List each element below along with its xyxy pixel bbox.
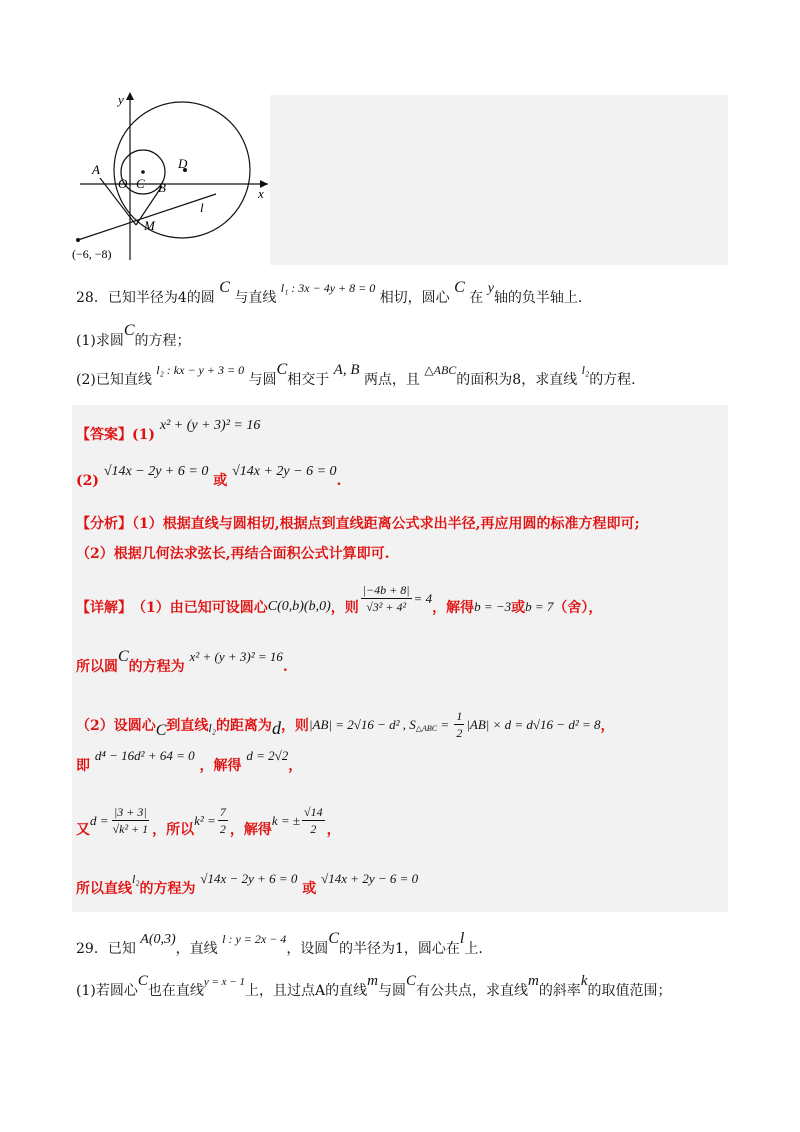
text: d = <box>90 812 109 828</box>
text: |AB| = 2√16 − d² , S <box>308 716 416 732</box>
q28-number: 28． <box>76 290 108 306</box>
text: ，解得 <box>229 821 272 838</box>
label-l: l <box>200 200 204 215</box>
text: k = ± <box>271 812 301 828</box>
text: √k² + 1 <box>112 822 149 836</box>
text: l : y = 2x − 4 <box>222 932 287 946</box>
text: 相交于 <box>287 372 330 388</box>
text: ，设圆 <box>286 941 329 957</box>
q28-part1 <box>76 322 191 350</box>
text: = <box>437 716 453 732</box>
text: （1）由已知可设圆心 <box>132 599 268 616</box>
label-o: O <box>118 176 128 191</box>
text: C <box>405 973 416 989</box>
text: 2 <box>456 726 463 740</box>
analysis-line2 <box>76 543 390 563</box>
text: C <box>137 973 148 989</box>
text: 到直线 <box>166 717 209 734</box>
text: ，解得 <box>432 599 475 616</box>
text: 又 <box>76 821 90 838</box>
text: 的圆 <box>186 290 215 306</box>
text: m <box>527 973 539 989</box>
text: ， <box>600 717 615 734</box>
frac-distance <box>361 582 412 615</box>
text: k² = <box>194 812 216 828</box>
text: 所以直线 <box>76 881 132 897</box>
text: √14x − 2y + 6 = 0 <box>200 871 298 886</box>
text: 的方程. <box>589 372 636 388</box>
text: ，则 <box>280 717 309 734</box>
text: 相切，圆心 <box>379 290 450 306</box>
q29-line <box>76 930 483 958</box>
text: 轴的负半轴上. <box>493 290 583 306</box>
text: （2）根据几何法求弦长,再结合面积公式计算即可. <box>76 546 390 562</box>
math-c: C <box>219 279 230 296</box>
q29-number: 29． <box>76 941 108 957</box>
text: 或 <box>302 881 317 897</box>
text: 已知半径为 <box>107 290 178 306</box>
detail-line2 <box>76 648 288 676</box>
text: m <box>367 973 378 989</box>
text: d⁴ − 16d² + 64 = 0 <box>94 748 195 763</box>
point-c <box>141 170 145 174</box>
math-c: C <box>155 721 167 739</box>
text: √3² + 4² <box>366 600 407 614</box>
text: k <box>580 973 588 989</box>
text: 8 <box>512 372 522 388</box>
frac-d <box>111 804 151 837</box>
gray-panel <box>270 95 728 265</box>
text: b = −3 <box>474 598 512 614</box>
text: d = 2√2 <box>246 748 289 763</box>
text: ，直线 <box>175 941 218 957</box>
text: l₂ <box>208 721 216 735</box>
frac-7-2 <box>218 804 228 837</box>
text: √14 <box>304 805 323 819</box>
text: (1)若圆心 <box>76 983 138 999</box>
text: 的半径为 <box>338 941 395 957</box>
text: √14x + 2y − 6 = 0 <box>321 871 419 886</box>
label-m: M <box>144 218 155 233</box>
text: 所以圆 <box>76 659 118 675</box>
text: (1)求圆 <box>76 333 124 349</box>
text: |3 + 3| <box>113 805 147 819</box>
text: （2）设圆心 <box>76 717 156 734</box>
math-c: C <box>118 648 129 665</box>
text: 即 <box>76 758 90 774</box>
q28-part2 <box>76 361 636 389</box>
text: l <box>459 930 465 947</box>
text: x² + (y + 3)² = 16 <box>189 649 283 664</box>
math-y: y <box>487 281 494 296</box>
y-axis-arrow <box>126 92 134 100</box>
answer-eq2b: √14x + 2y − 6 = 0 <box>232 464 337 479</box>
text: 的距离为 <box>215 717 272 734</box>
math-l2: l₂ : kx − y + 3 = 0 <box>156 363 245 377</box>
answer-eq1: x² + (y + 3)² = 16 <box>159 418 261 433</box>
text: 上. <box>464 941 483 957</box>
text: 的方程为 <box>139 881 196 897</box>
text: △ABC <box>415 724 438 733</box>
answer-label: 【答案】(1) <box>76 427 155 443</box>
q28-line <box>76 279 583 307</box>
text: 在 <box>469 290 484 306</box>
answer-line1 <box>76 418 261 444</box>
frac-sqrt14-2 <box>302 804 325 837</box>
text: 的斜率 <box>538 983 581 999</box>
analysis-label: 【分析】 <box>76 516 132 532</box>
math-c: C <box>328 930 339 947</box>
math-c: C <box>123 322 135 339</box>
text: 与直线 <box>234 290 277 306</box>
text: 与圆 <box>248 372 277 388</box>
detail-label: 【详解】 <box>76 599 132 616</box>
math-ab: A, B <box>333 362 360 378</box>
text: (2)已知直线 <box>76 372 152 388</box>
frac-half <box>454 708 464 741</box>
text: 1 <box>394 941 404 957</box>
text: A(0,3) <box>140 932 176 947</box>
label-y: y <box>118 92 124 107</box>
text: ，圆心在 <box>403 941 460 957</box>
math-l2-short: l₂ <box>581 363 590 377</box>
text: 与圆 <box>377 983 406 999</box>
text: y = x − 1 <box>203 976 245 988</box>
q29-part1 <box>76 973 672 1000</box>
text: ， <box>326 821 341 838</box>
text: ，解得 <box>199 758 242 774</box>
text: ，则 <box>330 599 359 616</box>
label-b: B <box>158 180 166 195</box>
text: 的方程为 <box>128 659 185 675</box>
label-c: C <box>136 176 145 191</box>
text: 2 <box>219 822 226 836</box>
text: l₂ <box>132 872 140 886</box>
math-c: C <box>276 361 288 378</box>
detail-line5 <box>76 805 341 845</box>
text: ，所以 <box>152 821 195 838</box>
text: 的面积为 <box>456 372 513 388</box>
text: . <box>282 659 288 675</box>
math-l1: l₁ : 3x − 4y + 8 = 0 <box>280 281 376 295</box>
text: = 4 <box>413 590 433 606</box>
text: 的直线 <box>325 983 368 999</box>
text: |AB| × d = d√16 − d² = 8 <box>466 716 601 732</box>
line-l <box>78 194 216 240</box>
text: 两点，且 <box>363 372 420 388</box>
text: b = 7 <box>525 598 554 614</box>
text: A <box>314 983 326 999</box>
detail-line4 <box>76 748 303 775</box>
text: （1）根据直线与圆相切,根据点到直线距离公式求出半径,再应用圆的标准方程即可; <box>132 516 640 532</box>
text: 或 <box>511 599 526 616</box>
text: 4 <box>177 290 187 306</box>
detail-line6 <box>76 871 419 898</box>
text: 也在直线 <box>147 983 204 999</box>
math-c: C <box>454 279 465 296</box>
text: 已知 <box>107 941 136 957</box>
text: 7 <box>219 805 226 819</box>
text: 2 <box>310 822 317 836</box>
label-x: x <box>258 186 264 201</box>
label-point: (−6, −8) <box>72 247 112 261</box>
answer-eq2a: √14x − 2y + 6 = 0 <box>103 464 209 479</box>
text: |−4b + 8| <box>362 583 410 597</box>
text: （舍）， <box>553 599 603 616</box>
text: d <box>271 718 281 738</box>
text: 有公共点，求直线 <box>415 983 528 999</box>
text: 的取值范围； <box>587 983 672 999</box>
math-center: C(0,b)(b,0) <box>267 598 331 614</box>
text: 上，且过点 <box>244 983 315 999</box>
text: . <box>336 473 342 489</box>
text: 的方程； <box>134 333 191 349</box>
text: (2) <box>76 473 99 489</box>
circle-figure <box>70 88 270 263</box>
text: ，求直线 <box>521 372 578 388</box>
detail-line1 <box>76 583 603 623</box>
label-a: A <box>92 162 100 177</box>
label-d: D <box>178 156 188 171</box>
text: 1 <box>456 709 463 723</box>
detail-line3 <box>76 708 615 741</box>
text: ， <box>288 758 303 774</box>
answer-line2 <box>76 464 342 490</box>
text: 或 <box>213 473 228 489</box>
analysis-line1 <box>76 513 640 533</box>
math-triangle: △ABC <box>424 363 457 377</box>
